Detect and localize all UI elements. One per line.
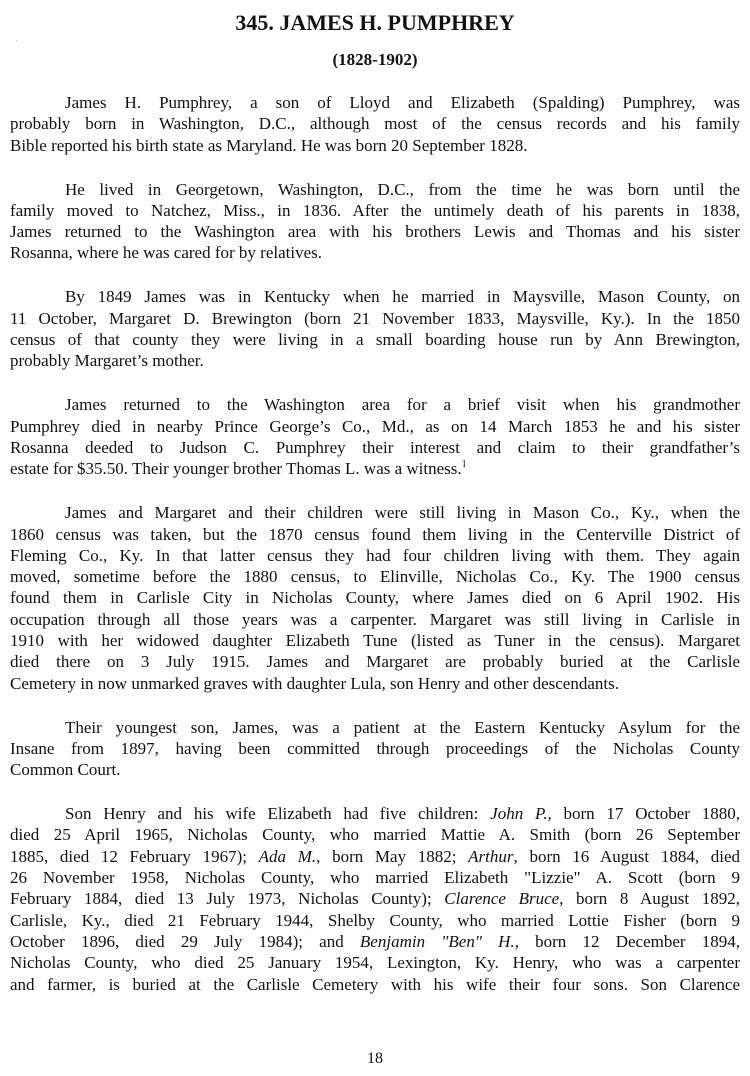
text-segment: , born 16 August 1884, died: [513, 846, 741, 866]
text-line: [10, 738, 740, 759]
text-line: [10, 545, 740, 566]
text-segment: , born May 1882;: [316, 846, 469, 866]
paragraph: [10, 286, 740, 371]
child-name: Ada M.: [258, 846, 317, 866]
text-segment: 1885, died 12 February 1967);: [10, 846, 259, 866]
child-name: John P.,: [490, 804, 552, 824]
text-segment: died there on 3 July 1915. James and Margaret are probably buried at the Carlisle: [10, 652, 740, 672]
text-segment: family moved to Natchez, Miss., in 1836. After the untimely death of his parents in 1838,: [10, 200, 740, 220]
document-body: [10, 92, 740, 995]
text-line: [10, 609, 740, 630]
text-segment: Their youngest son, James, was a patient at the Eastern Kentucky Asylum for the: [65, 717, 740, 737]
text-line: [10, 502, 740, 523]
text-line: [10, 524, 740, 545]
text-line: [10, 717, 740, 738]
text-line: [10, 931, 740, 952]
text-segment: Rosanna deeded to Judson C. Pumphrey their interest and claim to their grandfather’s: [10, 437, 740, 457]
text-line: [10, 651, 740, 672]
text-line: [10, 437, 740, 458]
text-segment: Rosanna, where he was cared for by relatives.: [10, 243, 323, 263]
text-segment: Bible reported his birth state as Maryland. He was born 20 September 1828.: [10, 135, 528, 155]
text-segment: probably Margaret’s mother.: [10, 351, 204, 371]
text-segment: James H. Pumphrey, a son of Lloyd and Elizabeth (Spalding) Pumphrey, was: [65, 93, 740, 112]
text-segment: born 8 August 1892,: [563, 889, 740, 909]
text-line: [10, 92, 740, 113]
text-line: [10, 846, 740, 867]
text-segment: By 1849 James was in Kentucky when he married in Maysville, Mason County, on: [65, 287, 740, 307]
text-segment: born 17 October 1880,: [551, 804, 740, 824]
text-line: [10, 242, 740, 263]
text-line: [10, 458, 740, 479]
text-segment: James and Margaret and their children were still living in Mason Co., Ky., when the: [65, 503, 740, 523]
text-segment: probably born in Washington, D.C., although most of the census records and his family: [10, 114, 740, 134]
scan-speck: [16, 40, 17, 41]
text-line: [10, 952, 740, 973]
text-line: [10, 630, 740, 651]
text-line: [10, 221, 740, 242]
paragraph: [10, 92, 740, 156]
page-number: 18: [367, 1050, 383, 1067]
text-segment: October 1896, died 29 July 1984); and: [10, 931, 360, 951]
text-segment: born 12 December 1894,: [518, 931, 740, 951]
text-line: [10, 286, 740, 307]
text-line: [10, 135, 740, 156]
text-segment: found them in Carlisle City in Nicholas County, where James died on 6 April 1902. His: [10, 588, 740, 608]
text-line: [10, 350, 740, 371]
text-segment: Insane from 1897, having been committed through proceedings of the Nicholas County: [10, 738, 740, 758]
text-line: [10, 673, 740, 694]
text-segment: Son Henry and his wife Elizabeth had five children:: [65, 804, 491, 824]
text-line: [10, 587, 740, 608]
text-segment: estate for $35.50. Their younger brother Thomas L. was a witness.: [10, 459, 462, 479]
text-segment: died 25 April 1965, Nicholas County, who married Mattie A. Smith (born 26 September: [10, 825, 740, 845]
paragraph: [10, 502, 740, 694]
text-segment: census of that county they were living in a small boarding house run by Ann Brewington,: [10, 330, 740, 350]
text-line: [10, 867, 740, 888]
text-line: [10, 394, 740, 415]
text-line: [10, 759, 740, 780]
text-segment: 26 November 1958, Nicholas County, who married Elizabeth "Lizzie" A. Scott (born 9: [10, 868, 740, 888]
text-line: [10, 974, 740, 995]
text-segment: moved, sometime before the 1880 census, to Elinville, Nicholas Co., Ky. The 1900 census: [10, 567, 740, 587]
text-segment: Common Court.: [10, 760, 121, 780]
text-segment: 11 October, Margaret D. Brewington (born 21 November 1833, Maysville, Ky.). In the 1850: [10, 308, 740, 328]
text-line: [10, 566, 740, 587]
text-segment: 1910 with her widowed daughter Elizabeth Tune (listed as Tuner in the census). Margaret: [10, 630, 740, 650]
text-segment: occupation through all those years was a carpenter. Margaret was still living in Carlisle in: [10, 609, 740, 629]
text-line: [10, 179, 740, 200]
text-segment: Pumphrey died in nearby Prince George’s Co., Md., as on 14 March 1853 he and his sister: [10, 416, 740, 436]
text-line: [10, 888, 740, 909]
footnote-ref: 1: [461, 459, 467, 471]
child-name: Arthur: [468, 846, 514, 866]
text-segment: Fleming Co., Ky. In that latter census they had four children living with them. They again: [10, 545, 740, 565]
child-name: Clarence Bruce,: [444, 889, 564, 909]
text-segment: 1860 census was taken, but the 1870 census found them living in the Centerville District of: [10, 524, 740, 544]
text-line: [10, 308, 740, 329]
text-segment: and farmer, is buried at the Carlisle Cemetery with his wife their four sons. Son Clarence: [10, 974, 740, 994]
text-line: [10, 113, 740, 134]
text-line: [10, 416, 740, 437]
child-name: Benjamin "Ben" H.,: [359, 931, 519, 951]
paragraph: [10, 803, 740, 995]
text-segment: Carlisle, Ky., died 21 February 1944, Shelby County, who married Lottie Fisher (born 9: [10, 910, 740, 930]
paragraph: [10, 179, 740, 264]
paragraph: [10, 394, 740, 479]
page-title: 345. JAMES H. PUMPHREY: [235, 10, 515, 35]
life-dates: (1828-1902): [332, 50, 418, 69]
text-line: [10, 824, 740, 845]
text-line: [10, 329, 740, 350]
paragraph: [10, 717, 740, 781]
text-line: [10, 910, 740, 931]
text-line: [10, 803, 740, 824]
text-segment: He lived in Georgetown, Washington, D.C., from the time he was born until the: [65, 179, 740, 199]
text-segment: James returned to the Washington area for a brief visit when his grandmother: [65, 395, 740, 415]
text-segment: Cemetery in now unmarked graves with daughter Lula, son Henry and other descendants.: [10, 673, 619, 693]
text-segment: February 1884, died 13 July 1973, Nicholas County);: [10, 889, 445, 909]
text-segment: Nicholas County, who died 25 January 1954, Lexington, Ky. Henry, who was a carpenter: [10, 953, 740, 973]
text-segment: James returned to the Washington area with his brothers Lewis and Thomas and his sister: [10, 222, 740, 242]
text-line: [10, 200, 740, 221]
